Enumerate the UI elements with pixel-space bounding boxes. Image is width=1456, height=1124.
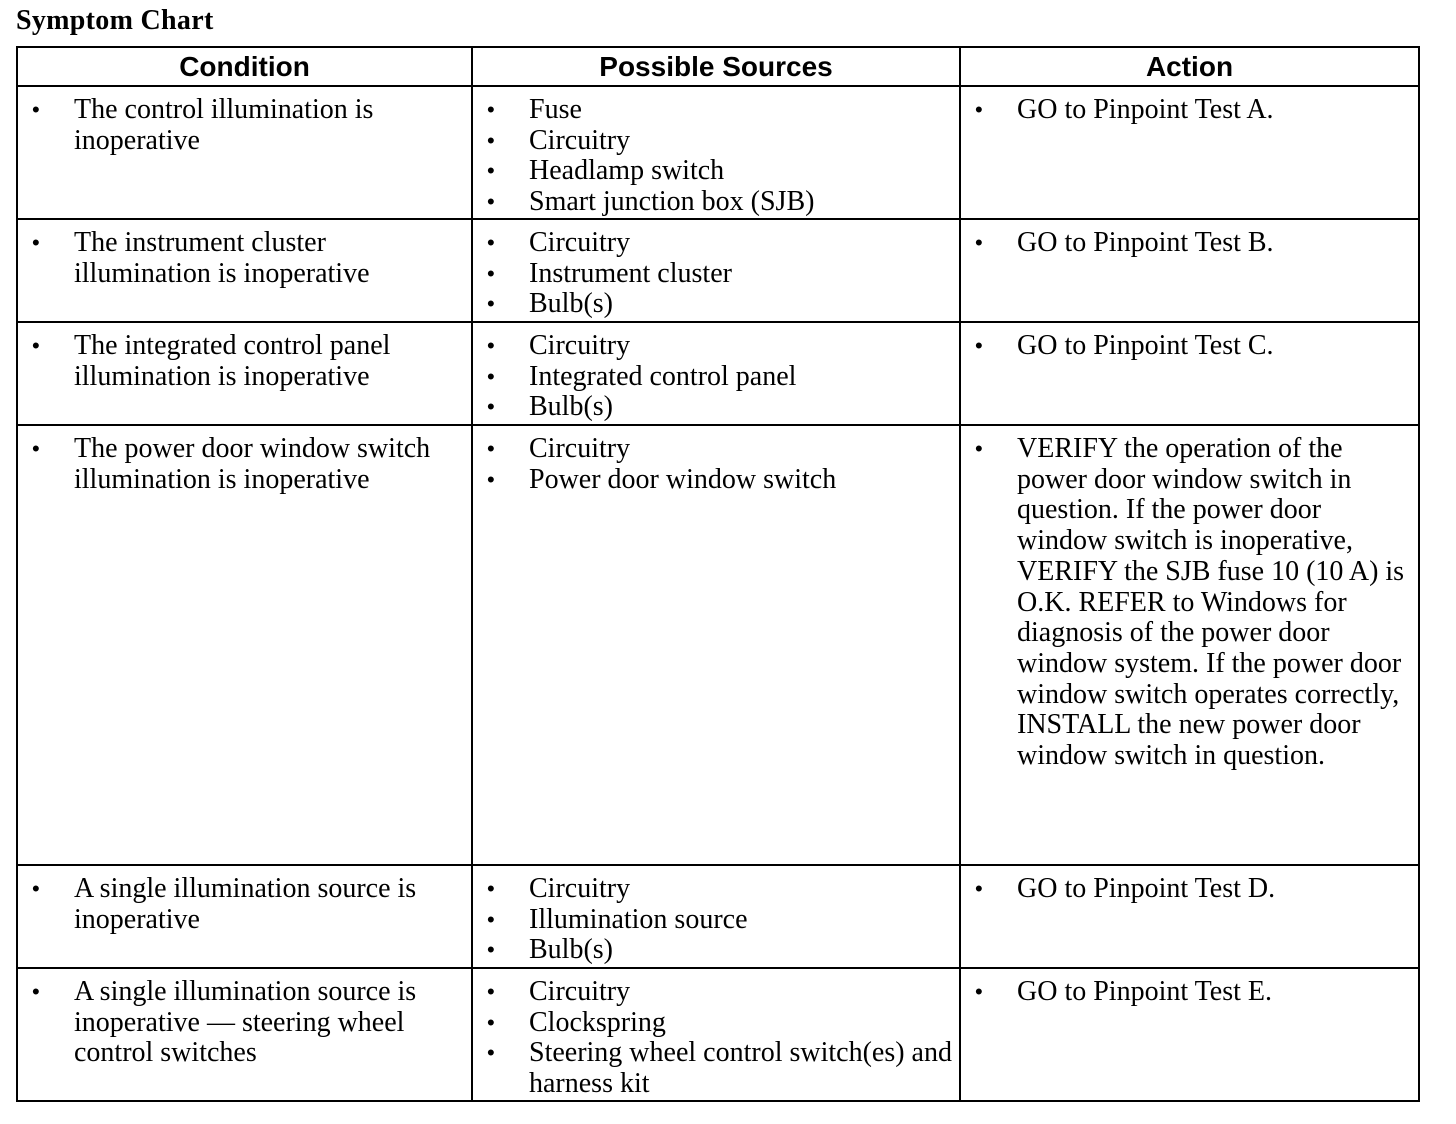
condition-cell bbox=[17, 968, 472, 1101]
action-item: • GO to Pinpoint Test D. bbox=[961, 874, 1412, 905]
sources-cell bbox=[472, 86, 960, 219]
source-item: • Circuitry bbox=[473, 331, 953, 362]
sources-cell bbox=[472, 968, 960, 1101]
source-item: • Bulb(s) bbox=[473, 289, 953, 320]
table-row bbox=[17, 968, 1419, 1101]
condition-cell bbox=[17, 425, 472, 865]
source-item: • Bulb(s) bbox=[473, 935, 953, 966]
action-cell bbox=[960, 425, 1419, 865]
source-item: • Clockspring bbox=[473, 1008, 953, 1039]
table-row bbox=[17, 322, 1419, 425]
action-item: • GO to Pinpoint Test A. bbox=[961, 95, 1412, 126]
source-item: • Circuitry bbox=[473, 977, 953, 1008]
action-item: • VERIFY the operation of the power door window switch in question. If the power door window switch is inoperative, VERIFY the SJB fuse 10 (10 A) is O.K. REFER to Windows for diagnosis of the power door window system. If the power door window switch operates correctly, INSTALL the new power door window switch in question. bbox=[961, 434, 1412, 772]
action-cell bbox=[960, 322, 1419, 425]
source-item: • Circuitry bbox=[473, 228, 953, 259]
condition-cell bbox=[17, 322, 472, 425]
action-cell bbox=[960, 968, 1419, 1101]
source-item: • Steering wheel control switch(es) and harness kit bbox=[473, 1038, 953, 1099]
condition-cell bbox=[17, 865, 472, 968]
source-item: • Circuitry bbox=[473, 434, 953, 465]
chart-title: Symptom Chart bbox=[16, 5, 214, 36]
source-item: • Fuse bbox=[473, 95, 953, 126]
source-item: • Instrument cluster bbox=[473, 259, 953, 290]
header-possible-sources: Possible Sources bbox=[472, 47, 960, 86]
table-row bbox=[17, 86, 1419, 219]
table-row bbox=[17, 425, 1419, 865]
sources-cell bbox=[472, 219, 960, 322]
condition-item: • The power door window switch illumination is inoperative bbox=[18, 434, 465, 495]
source-item: • Smart junction box (SJB) bbox=[473, 187, 953, 218]
table-row bbox=[17, 219, 1419, 322]
source-item: • Headlamp switch bbox=[473, 156, 953, 187]
condition-item: • A single illumination source is inoperative bbox=[18, 874, 465, 935]
source-item: • Integrated control panel bbox=[473, 362, 953, 393]
source-item: • Bulb(s) bbox=[473, 392, 953, 423]
header-row bbox=[17, 47, 1419, 86]
condition-cell bbox=[17, 219, 472, 322]
action-cell bbox=[960, 86, 1419, 219]
header-condition: Condition bbox=[17, 47, 472, 86]
condition-item: • The instrument cluster illumination is inoperative bbox=[18, 228, 465, 289]
action-item: • GO to Pinpoint Test E. bbox=[961, 977, 1412, 1008]
symptom-table bbox=[16, 46, 1420, 1102]
source-item: • Circuitry bbox=[473, 126, 953, 157]
condition-item: • A single illumination source is inoperative — steering wheel control switches bbox=[18, 977, 465, 1069]
action-cell bbox=[960, 219, 1419, 322]
condition-item: • The integrated control panel illumination is inoperative bbox=[18, 331, 465, 392]
sources-cell bbox=[472, 322, 960, 425]
table-row bbox=[17, 865, 1419, 968]
sources-cell bbox=[472, 425, 960, 865]
source-item: • Illumination source bbox=[473, 905, 953, 936]
action-item: • GO to Pinpoint Test C. bbox=[961, 331, 1412, 362]
action-item: • GO to Pinpoint Test B. bbox=[961, 228, 1412, 259]
condition-cell bbox=[17, 86, 472, 219]
sources-cell bbox=[472, 865, 960, 968]
action-cell bbox=[960, 865, 1419, 968]
condition-item: • The control illumination is inoperative bbox=[18, 95, 465, 156]
source-item: • Power door window switch bbox=[473, 465, 953, 496]
source-item: • Circuitry bbox=[473, 874, 953, 905]
header-action: Action bbox=[960, 47, 1419, 86]
